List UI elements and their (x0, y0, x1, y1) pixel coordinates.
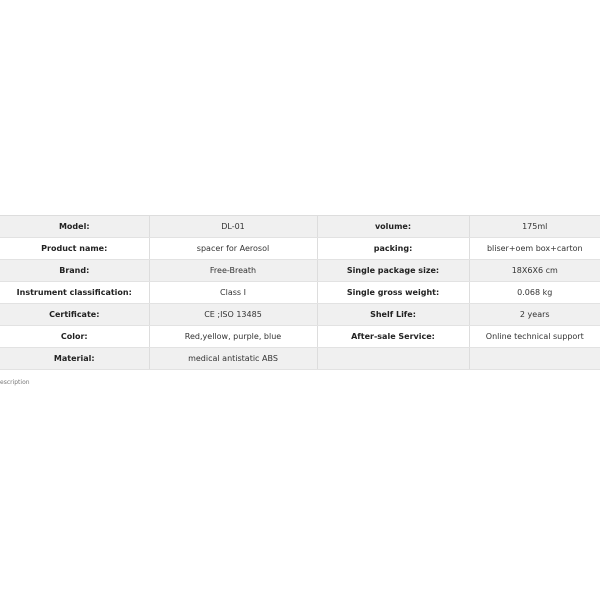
spec-value: Red,yellow, purple, blue (149, 326, 317, 348)
spec-label: Single package size: (317, 260, 469, 282)
table-row (0, 260, 600, 282)
spec-value: DL-01 (149, 216, 317, 238)
spec-value: Free-Breath (149, 260, 317, 282)
spec-label: packing: (317, 238, 469, 260)
table-row (0, 282, 600, 304)
spec-value: 175ml (469, 216, 600, 238)
table-row (0, 216, 600, 238)
spec-value: 18X6X6 cm (469, 260, 600, 282)
spec-label: Instrument classification: (0, 282, 149, 304)
table-row (0, 348, 600, 370)
product-spec-table (0, 215, 600, 370)
table-row (0, 238, 600, 260)
spec-label: Brand: (0, 260, 149, 282)
spec-label: volume: (317, 216, 469, 238)
spec-value: spacer for Aerosol (149, 238, 317, 260)
spec-value: Class I (149, 282, 317, 304)
spec-value: bliser+oem box+carton (469, 238, 600, 260)
spec-value: Online technical support (469, 326, 600, 348)
spec-label: Single gross weight: (317, 282, 469, 304)
spec-label: Shelf Life: (317, 304, 469, 326)
spec-value (469, 348, 600, 370)
spec-value: 0.068 kg (469, 282, 600, 304)
table-row (0, 326, 600, 348)
spec-label: Product name: (0, 238, 149, 260)
spec-value: 2 years (469, 304, 600, 326)
table-row (0, 304, 600, 326)
spec-label: After-sale Service: (317, 326, 469, 348)
spec-label (317, 348, 469, 370)
spec-label: Certificate: (0, 304, 149, 326)
spec-label: Material: (0, 348, 149, 370)
spec-value: medical antistatic ABS (149, 348, 317, 370)
spec-label: Model: (0, 216, 149, 238)
spec-label: Color: (0, 326, 149, 348)
spec-value: CE ;ISO 13485 (149, 304, 317, 326)
description-fragment: escription (0, 379, 30, 386)
